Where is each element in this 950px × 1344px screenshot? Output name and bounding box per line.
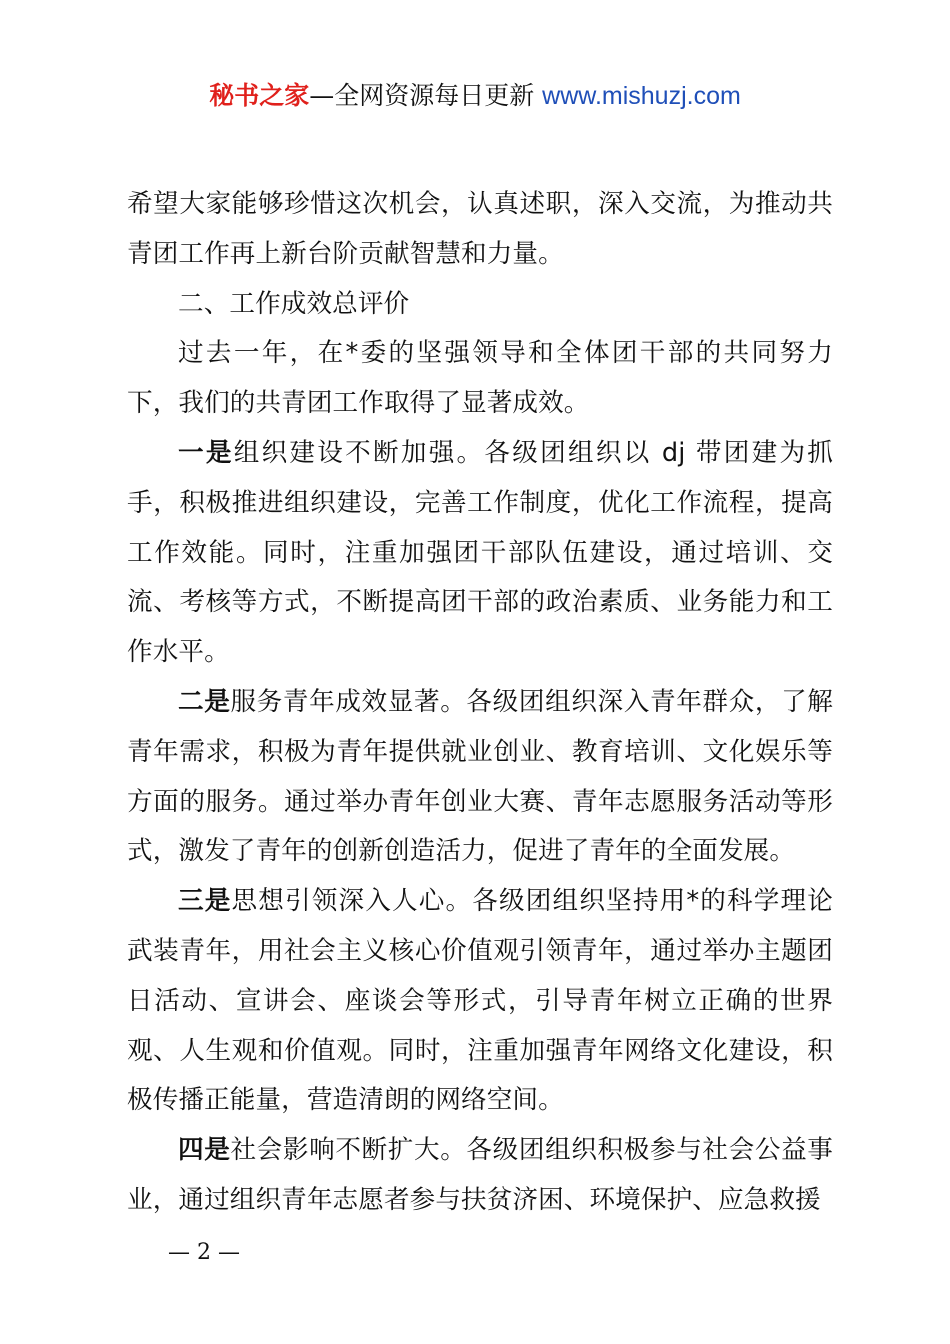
point-lead: 一是	[178, 437, 234, 468]
point-lead: 三是	[178, 886, 232, 917]
brand-name: 秘书之家	[209, 81, 310, 110]
point-lead: 二是	[178, 686, 231, 717]
section-heading: 二、工作成效总评价	[178, 288, 410, 319]
paragraph-continuation: 希望大家能够珍惜这次机会，认真述职，深入交流，为推动共青团工作再上新台阶贡献智慧和力量。	[127, 189, 833, 269]
header-tagline: —全网资源每日更新	[309, 81, 543, 110]
paragraph-point-3: 三是思想引领深入人心。各级团组织坚持用*的科学理论武装青年，用社会主义核心价值观引领青年，通过举办主题团日活动、宣讲会、座谈会等形式，引导青年树立正确的世界观、人生观和价值观。同时，注重加强青年网络文化建设，积极传播正能量，营造清朗的网络空间。	[127, 886, 833, 1116]
paragraph-point-4: 四是社会影响不断扩大。各级团组织积极参与社会公益事业，通过组织青年志愿者参与扶贫济困、环境保护、应急救援	[127, 1135, 833, 1215]
page-number: — 2 —	[168, 1240, 240, 1265]
page-header	[0, 80, 950, 112]
point-lead: 四是	[178, 1135, 231, 1166]
paragraph-point-2: 二是服务青年成效显著。各级团组织深入青年群众，了解青年需求，积极为青年提供就业创业、教育培训、文化娱乐等方面的服务。通过举办青年创业大赛、青年志愿服务活动等形式，激发了青年的创新创造活力，促进了青年的全面发展。	[127, 686, 833, 867]
header-url[interactable]: www.mishuzj.com	[542, 82, 741, 110]
paragraph-intro: 过去一年，在*委的坚强领导和全体团干部的共同努力下，我们的共青团工作取得了显著成效。	[127, 338, 833, 419]
document-body	[127, 180, 833, 1226]
paragraph-point-1: 一是组织建设不断加强。各级团组织以 dj 带团建为抓手，积极推进组织建设，完善工作制度，优化工作流程，提高工作效能。同时，注重加强团干部队伍建设，通过培训、交流、考核等方式，不断提高团干部的政治素质、业务能力和工作水平。	[127, 437, 834, 668]
